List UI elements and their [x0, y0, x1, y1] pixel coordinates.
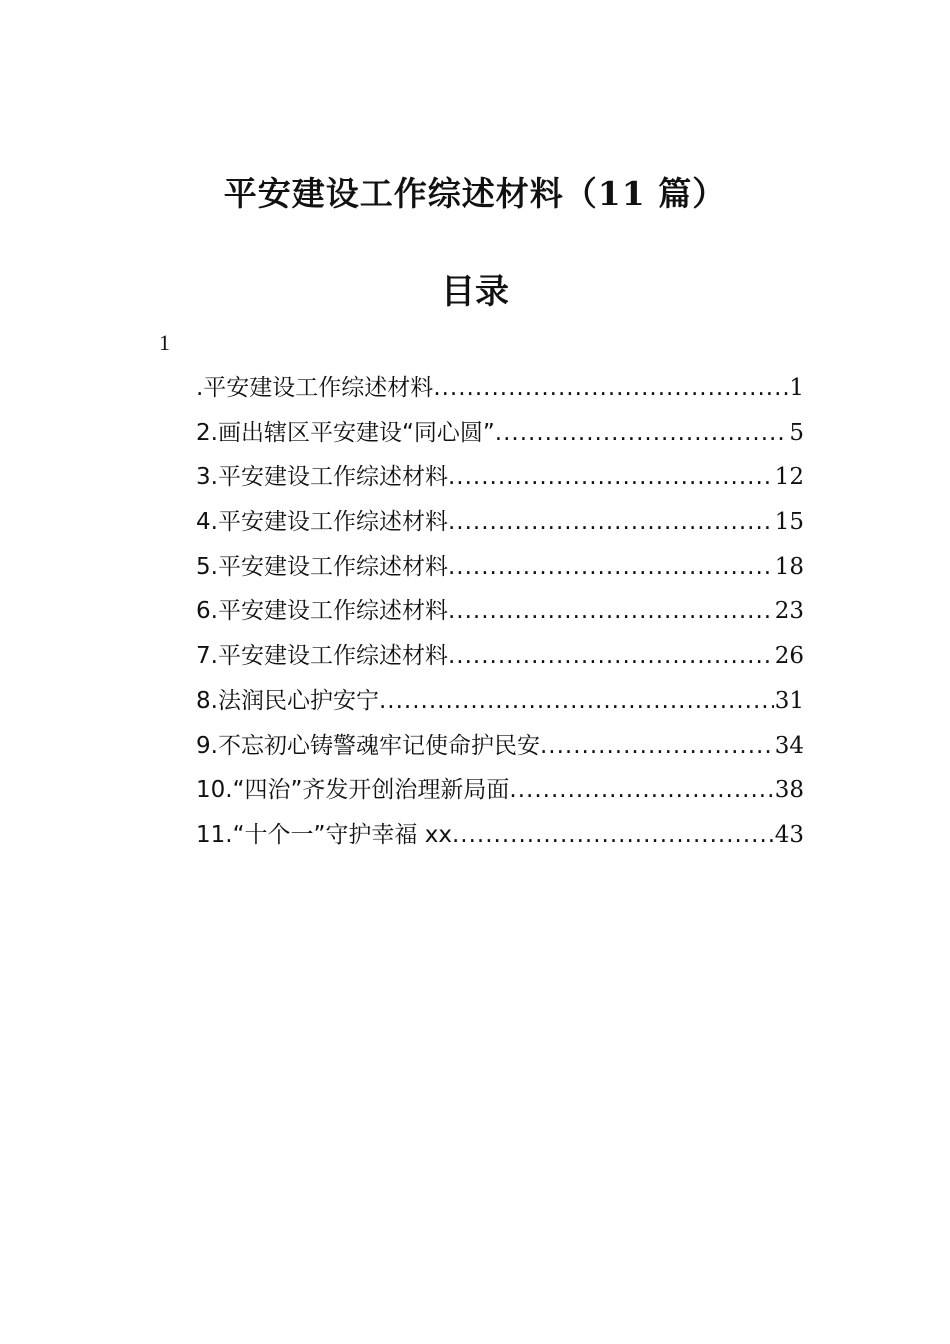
toc-entry-10[interactable]	[196, 768, 804, 813]
toc-dot-leader	[452, 813, 774, 857]
toc-entry-page: 31	[774, 687, 804, 714]
toc-entry-title: 5.平安建设工作综述材料	[196, 553, 448, 580]
toc-dot-leader	[509, 768, 773, 812]
toc-heading: 目录	[441, 272, 509, 312]
toc-dot-leader	[433, 366, 788, 410]
toc-dot-leader	[540, 724, 774, 768]
toc-entry-page: 38	[774, 777, 804, 804]
toc-entry-title: 4.平安建设工作综述材料	[196, 509, 448, 536]
toc-dot-leader	[448, 500, 774, 544]
toc-entry-page: 5	[789, 419, 804, 446]
toc-dot-leader	[448, 455, 774, 499]
toc-dot-leader	[448, 545, 774, 589]
toc-entry-title: 7.平安建设工作综述材料	[196, 643, 448, 670]
toc-dot-leader	[448, 634, 774, 678]
toc-entry-page: 23	[774, 598, 804, 625]
toc-entry-8[interactable]	[196, 679, 804, 724]
toc-entry-title: 10.“四治”齐发开创治理新局面	[196, 777, 510, 804]
toc-entry-page: 1	[789, 375, 804, 401]
toc-entry-title: .平安建设工作综述材料	[196, 375, 434, 401]
toc-entry-7[interactable]	[196, 634, 804, 679]
toc-entry-2[interactable]	[196, 411, 804, 456]
toc-entry-4[interactable]	[196, 500, 804, 545]
toc-entry-page: 12	[774, 464, 804, 491]
toc-entry-title: 2.画出辖区平安建设“同心圆”	[196, 419, 495, 446]
toc-entry-page: 15	[774, 509, 804, 536]
document-title: 平安建设工作综述材料（11 篇）	[223, 174, 727, 213]
toc-entry-3[interactable]	[196, 455, 804, 500]
toc-entry-1[interactable]	[196, 366, 804, 411]
stray-page-number: 1	[159, 330, 170, 355]
toc-entry-5[interactable]	[196, 545, 804, 590]
toc-dot-leader	[495, 411, 789, 455]
toc-entry-title: 3.平安建设工作综述材料	[196, 464, 448, 491]
toc-entry-9[interactable]	[196, 724, 804, 769]
table-of-contents	[196, 366, 804, 858]
toc-entry-page: 43	[774, 821, 804, 848]
toc-dot-leader	[448, 589, 774, 633]
toc-entry-page: 26	[774, 643, 804, 670]
toc-entry-11[interactable]	[196, 813, 804, 858]
toc-entry-page: 18	[774, 553, 804, 580]
toc-entry-title: 6.平安建设工作综述材料	[196, 598, 448, 625]
toc-entry-page: 34	[774, 732, 804, 759]
toc-entry-6[interactable]	[196, 589, 804, 634]
toc-entry-title: 8.法润民心护安宁	[196, 687, 379, 714]
toc-entry-title: 11.“十个一”守护幸福 xx	[196, 821, 452, 848]
toc-entry-title: 9.不忘初心铸警魂牢记使命护民安	[196, 732, 540, 759]
toc-dot-leader	[379, 679, 774, 723]
